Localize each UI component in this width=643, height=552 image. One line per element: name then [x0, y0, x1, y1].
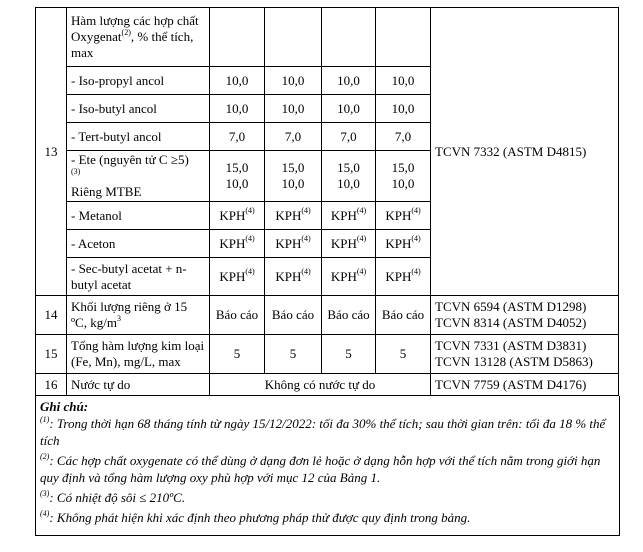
value-cell: KPH$^{(4)}$	[265, 202, 322, 230]
row-label: - Metanol	[67, 202, 210, 230]
value-cell: 7,0	[376, 123, 431, 151]
value-cell: 10,0	[210, 95, 265, 123]
spec-document	[35, 7, 620, 536]
spec-table	[35, 7, 619, 396]
row-label: Hàm lượng các hợp chất Oxygenat$^{(2)}$, % thể tích, max	[67, 8, 210, 67]
value-cell: 10,0	[210, 67, 265, 95]
value-cell: 7,0	[210, 123, 265, 151]
value-cell: Báo cáo	[210, 296, 265, 335]
value-cell: KPH$^{(4)}$	[265, 258, 322, 296]
note-item: $^{(3)}$: Có nhiệt độ sôi ≤ 210ºC.	[40, 488, 186, 505]
value-cell: KPH$^{(4)}$	[322, 202, 376, 230]
value-cell: 15,0 10,0	[210, 151, 265, 202]
note-item: $^{(1)}$: Trong thời hạn 68 tháng tính từ ngày 15/12/2022: tối đa 30% thể tích; sau thời gian trên: tối đa 18 % thể tích	[40, 414, 606, 448]
value-cell: 10,0	[376, 67, 431, 95]
note-item: $^{(2)}$: Các hợp chất oxygenate có thể dùng ở dạng đơn lẻ hoặc ở dạng hỗn hợp với thể tích nằm trong giới hạn quy định và tổng hàm lượng oxy phù hợp với mục 12 của Bảng 1.	[40, 451, 601, 485]
row-label: - Iso-propyl ancol	[67, 67, 210, 95]
value-cell: KPH$^{(4)}$	[210, 258, 265, 296]
row-number: 14	[36, 296, 67, 335]
value-cell: 5	[376, 335, 431, 374]
test-method: TCVN 7759 (ASTM D4176)	[431, 374, 619, 396]
table-row	[36, 374, 619, 396]
value-cell: 10,0	[376, 95, 431, 123]
value-cell: 10,0	[265, 95, 322, 123]
table-row	[36, 8, 619, 67]
value-cell: KPH$^{(4)}$	[322, 258, 376, 296]
value-cell: 5	[322, 335, 376, 374]
value-cell: Báo cáo	[376, 296, 431, 335]
value-cell: 7,0	[265, 123, 322, 151]
value-cell: KPH$^{(4)}$	[376, 230, 431, 258]
row-label: - Ete (nguyên tử C ≥5) $^{(3)}$ Riêng MTBE	[67, 151, 210, 202]
table-row	[36, 296, 619, 335]
value-cell: KPH$^{(4)}$	[265, 230, 322, 258]
row-label: - Sec-butyl acetat + n-butyl acetat	[67, 258, 210, 296]
row-number: 15	[36, 335, 67, 374]
value-cell: KPH$^{(4)}$	[210, 230, 265, 258]
note-item: $^{(4)}$: Không phát hiện khi xác định theo phương pháp thử được quy định trong bảng.	[40, 508, 471, 525]
value-cell: Báo cáo	[322, 296, 376, 335]
row-number: 16	[36, 374, 67, 396]
row-label: Tổng hàm lượng kim loại (Fe, Mn), mg/L, max	[67, 335, 210, 374]
value-cell: 5	[265, 335, 322, 374]
row-label: - Iso-butyl ancol	[67, 95, 210, 123]
value-cell: KPH$^{(4)}$	[322, 230, 376, 258]
value-cell: 10,0	[265, 67, 322, 95]
table-row	[36, 335, 619, 374]
value-cell: 15,0 10,0	[322, 151, 376, 202]
value-cell: 15,0 10,0	[265, 151, 322, 202]
value-cell: 7,0	[322, 123, 376, 151]
row-label: - Aceton	[67, 230, 210, 258]
value-cell: 5	[210, 335, 265, 374]
notes-header: Ghi chú:	[40, 399, 89, 414]
row-label: Khối lượng riêng ở 15 ºC, $kg/m^3$	[67, 296, 210, 335]
value-cell: 15,0 10,0	[376, 151, 431, 202]
value-cell: Không có nước tự do	[210, 374, 431, 396]
value-cell: KPH$^{(4)}$	[376, 258, 431, 296]
row-label: Nước tự do	[67, 374, 210, 396]
value-cell: KPH$^{(4)}$	[210, 202, 265, 230]
test-method: TCVN 7331 (ASTM D3831) TCVN 13128 (ASTM D5863)	[431, 335, 619, 374]
value-cell: 10,0	[322, 95, 376, 123]
test-method: TCVN 6594 (ASTM D1298) TCVN 8314 (ASTM D4052)	[431, 296, 619, 335]
value-cell: KPH$^{(4)}$	[376, 202, 431, 230]
notes-section	[35, 396, 620, 536]
value-cell: Báo cáo	[265, 296, 322, 335]
row-number: 13	[36, 8, 67, 296]
test-method: TCVN 7332 (ASTM D4815)	[431, 8, 619, 296]
value-cell: 10,0	[322, 67, 376, 95]
row-label: - Tert-butyl ancol	[67, 123, 210, 151]
